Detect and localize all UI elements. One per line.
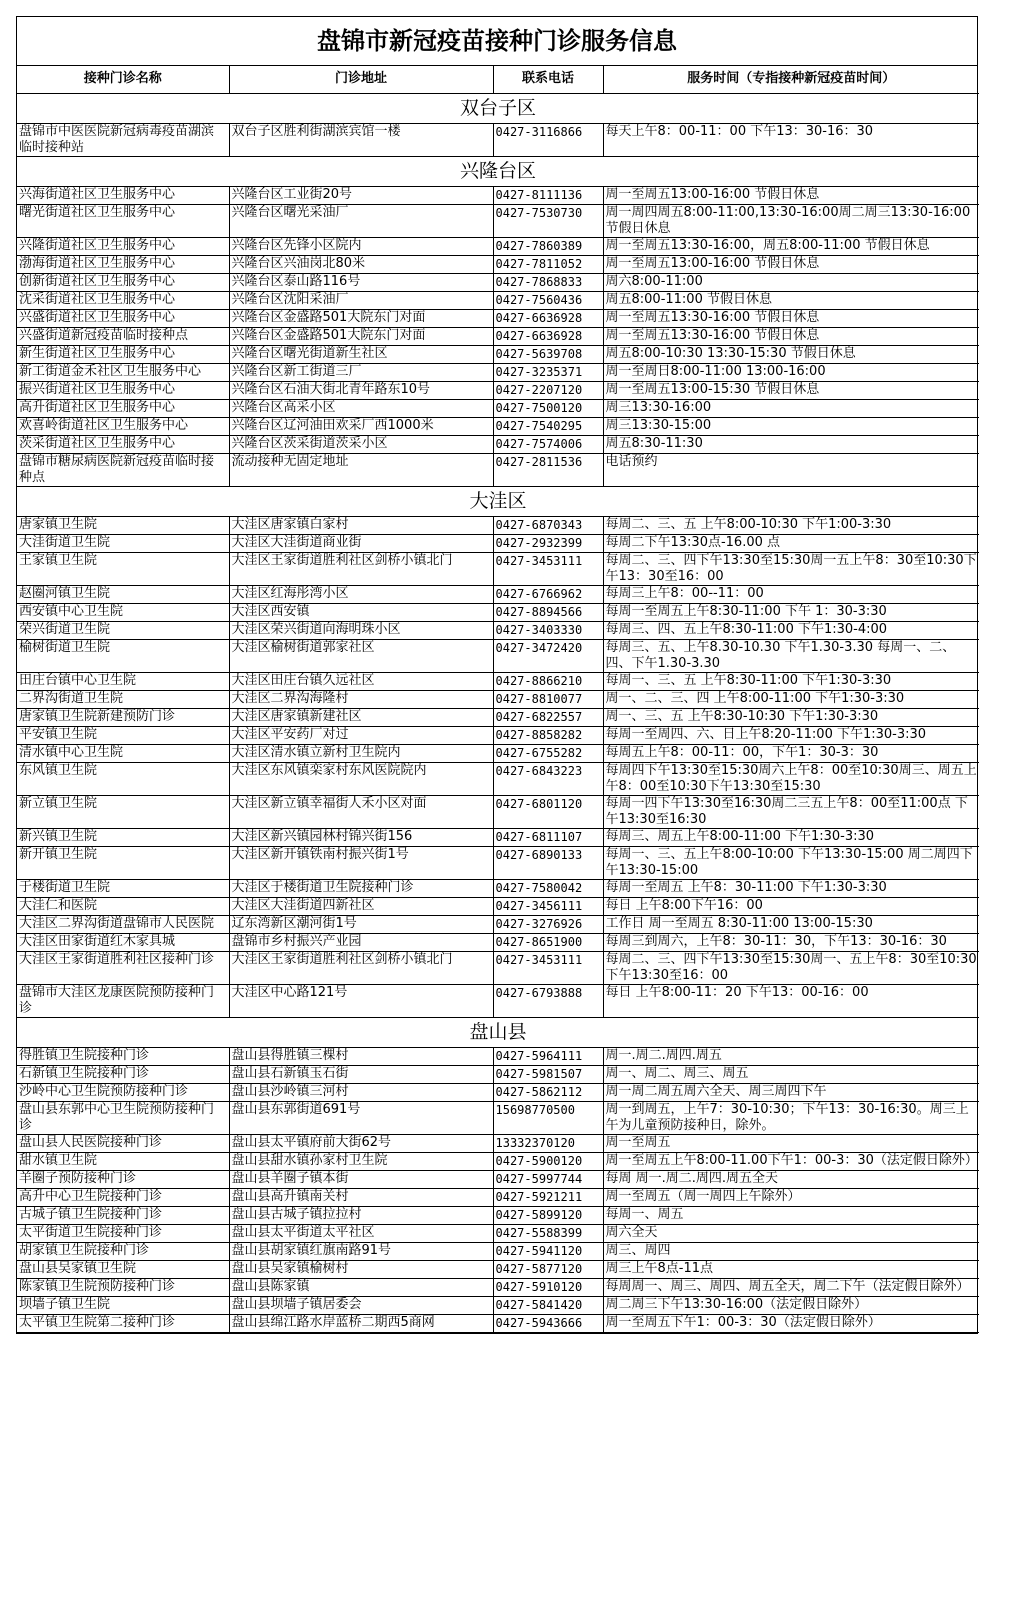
address-cell: 兴隆台区金盛路501大院东门对面: [229, 327, 493, 345]
clinic-name-cell: 大洼街道卫生院: [17, 534, 229, 552]
phone-cell: 0427-6801120: [493, 795, 603, 828]
table-row: [17, 516, 979, 534]
service-time-cell: 每周周一、周三、周四、周五全天，周二下午（法定假日除外）: [603, 1278, 979, 1296]
service-time-cell: 每周二、三、四下午13:30至15:30周一、五上午8：30至10:30下午13:30至16：00: [603, 951, 979, 984]
table-row: [17, 123, 979, 156]
service-time-cell: 每周三、四、五上午8:30-11:00 下午1:30-4:00: [603, 621, 979, 639]
clinic-name-cell: 西安镇中心卫生院: [17, 603, 229, 621]
service-time-cell: 每周一、三、五上午8:00-10:00 下午13:30-15:00 周二周四下午13:30-15:00: [603, 846, 979, 879]
clinic-name-cell: 盘锦市糖尿病医院新冠疫苗临时接种点: [17, 453, 229, 486]
service-time-cell: 每周 周一.周二.周四.周五全天: [603, 1170, 979, 1188]
clinic-name-cell: 唐家镇卫生院: [17, 516, 229, 534]
clinic-name-cell: 高升街道社区卫生服务中心: [17, 399, 229, 417]
clinic-name-cell: 兴盛街道新冠疫苗临时接种点: [17, 327, 229, 345]
service-time-cell: 每周二、三、五 上午8:00-10:30 下午1:00-3:30: [603, 516, 979, 534]
phone-cell: 15698770500: [493, 1101, 603, 1134]
service-time-cell: 每周三到周六，上午8：30-11：30，下午13：30-16：30: [603, 933, 979, 951]
service-time-cell: 周六8:00-11:00: [603, 273, 979, 291]
clinic-name-cell: 胡家镇卫生院接种门诊: [17, 1242, 229, 1260]
region-header-row: [17, 93, 979, 123]
address-cell: 兴隆台区先锋小区院内: [229, 237, 493, 255]
clinic-name-cell: 王家镇卫生院: [17, 552, 229, 585]
service-time-cell: 周三上午8点-11点: [603, 1260, 979, 1278]
address-cell: 辽东湾新区潮河街1号: [229, 915, 493, 933]
region-header-row: [17, 1017, 979, 1047]
clinic-name-cell: 大洼区王家街道胜利社区接种门诊: [17, 951, 229, 984]
address-cell: 大洼区二界沟海隆村: [229, 690, 493, 708]
service-time-cell: 周一、周二、周三、周五: [603, 1065, 979, 1083]
phone-cell: 0427-5899120: [493, 1206, 603, 1224]
address-cell: 兴隆台区金盛路501大院东门对面: [229, 309, 493, 327]
clinic-name-cell: 渤海街道社区卫生服务中心: [17, 255, 229, 273]
phone-cell: 0427-2207120: [493, 381, 603, 399]
phone-cell: 0427-6755282: [493, 744, 603, 762]
phone-cell: 0427-5862112: [493, 1083, 603, 1101]
table-row: [17, 381, 979, 399]
schedule-sheet: [16, 16, 978, 1334]
address-cell: 兴隆台区曙光街道新生社区: [229, 345, 493, 363]
clinic-name-cell: 清水镇中心卫生院: [17, 744, 229, 762]
service-time-cell: 周一至周五13:00-16:00 节假日休息: [603, 255, 979, 273]
address-cell: 盘山县古城子镇拉拉村: [229, 1206, 493, 1224]
clinic-name-cell: 盘锦市中医医院新冠病毒疫苗湖滨临时接种站: [17, 123, 229, 156]
table-row: [17, 1242, 979, 1260]
phone-cell: 0427-8894566: [493, 603, 603, 621]
address-cell: 流动接种无固定地址: [229, 453, 493, 486]
service-time-cell: 每周一至周五 上午8：30-11:00 下午1:30-3:30: [603, 879, 979, 897]
address-cell: 大洼区荣兴街道向海明珠小区: [229, 621, 493, 639]
clinic-name-cell: 羊圈子预防接种门诊: [17, 1170, 229, 1188]
phone-cell: 0427-6811107: [493, 828, 603, 846]
region-name: 大洼区: [17, 486, 979, 516]
clinic-name-cell: 甜水镇卫生院: [17, 1152, 229, 1170]
phone-cell: 0427-7580042: [493, 879, 603, 897]
phone-cell: 0427-7574006: [493, 435, 603, 453]
address-cell: 大洼区唐家镇白家村: [229, 516, 493, 534]
table-row: [17, 186, 979, 204]
address-cell: 兴隆台区泰山路116号: [229, 273, 493, 291]
phone-cell: 0427-7860389: [493, 237, 603, 255]
address-cell: 盘山县得胜镇三棵村: [229, 1047, 493, 1065]
address-cell: 大洼区红海彤湾小区: [229, 585, 493, 603]
table-row: [17, 984, 979, 1017]
clinic-name-cell: 欢喜岭街道社区卫生服务中心: [17, 417, 229, 435]
table-row: [17, 1260, 979, 1278]
table-row: [17, 585, 979, 603]
service-time-cell: 周二周三下午13:30-16:00（法定假日除外）: [603, 1296, 979, 1314]
service-time-cell: 周一.周二.周四.周五: [603, 1047, 979, 1065]
service-time-cell: 每周四下午13:30至15:30周六上午8：00至10:30周三、周五上午8：00至10:30下午13:30至15:30: [603, 762, 979, 795]
table-row: [17, 291, 979, 309]
clinic-name-cell: 盘山县吴家镇卫生院: [17, 1260, 229, 1278]
address-cell: 盘山县坝墙子镇居委会: [229, 1296, 493, 1314]
clinic-name-cell: 振兴街道社区卫生服务中心: [17, 381, 229, 399]
phone-cell: 0427-5588399: [493, 1224, 603, 1242]
header-clinic-name: 接种门诊名称: [17, 66, 229, 93]
phone-cell: 0427-3472420: [493, 639, 603, 672]
address-cell: 兴隆台区沈阳采油厂: [229, 291, 493, 309]
phone-cell: 0427-6843223: [493, 762, 603, 795]
clinic-name-cell: 曙光街道社区卫生服务中心: [17, 204, 229, 237]
phone-cell: 0427-2932399: [493, 534, 603, 552]
page-title: 盘锦市新冠疫苗接种门诊服务信息: [17, 17, 977, 66]
service-time-cell: 每日 上午8:00下午16：00: [603, 897, 979, 915]
clinic-name-cell: 新工街道金禾社区卫生服务中心: [17, 363, 229, 381]
clinic-name-cell: 太平街道卫生院接种门诊: [17, 1224, 229, 1242]
table-row: [17, 762, 979, 795]
table-row: [17, 327, 979, 345]
table-row: [17, 744, 979, 762]
service-time-cell: 每周一、周五: [603, 1206, 979, 1224]
phone-cell: 0427-8651900: [493, 933, 603, 951]
table-row: [17, 552, 979, 585]
table-row: [17, 897, 979, 915]
clinic-name-cell: 榆树街道卫生院: [17, 639, 229, 672]
address-cell: 盘山县高升镇南关村: [229, 1188, 493, 1206]
phone-cell: 0427-7530730: [493, 204, 603, 237]
service-time-cell: 周三、周四: [603, 1242, 979, 1260]
clinic-name-cell: 得胜镇卫生院接种门诊: [17, 1047, 229, 1065]
phone-cell: 0427-6822557: [493, 708, 603, 726]
phone-cell: 0427-8866210: [493, 672, 603, 690]
address-cell: 盘锦市乡村振兴产业园: [229, 933, 493, 951]
service-time-cell: 周一到周五，上午7：30-10:30；下午13：30-16:30。周三上午为儿童预防接种日，除外。: [603, 1101, 979, 1134]
address-cell: 盘山县陈家镇: [229, 1278, 493, 1296]
table-row: [17, 1065, 979, 1083]
region-name: 盘山县: [17, 1017, 979, 1047]
clinic-name-cell: 新立镇卫生院: [17, 795, 229, 828]
service-time-cell: 周一至周五13:30-16:00，周五8:00-11:00 节假日休息: [603, 237, 979, 255]
address-cell: 盘山县绵江路水岸蓝桥二期西5商网: [229, 1314, 493, 1332]
table-row: [17, 879, 979, 897]
address-cell: 大洼区中心路121号: [229, 984, 493, 1017]
phone-cell: 0427-3453111: [493, 552, 603, 585]
clinic-name-cell: 盘山县东郭中心卫生院预防接种门诊: [17, 1101, 229, 1134]
service-time-cell: 周一至周五上午8:00-11.00下午1：00-3：30（法定假日除外）: [603, 1152, 979, 1170]
phone-cell: 0427-3456111: [493, 897, 603, 915]
address-cell: 大洼区王家街道胜利社区剑桥小镇北门: [229, 552, 493, 585]
table-row: [17, 273, 979, 291]
clinic-name-cell: 沈采街道社区卫生服务中心: [17, 291, 229, 309]
service-time-cell: 每周一、三、五 上午8:30-11:00 下午1:30-3:30: [603, 672, 979, 690]
table-row: [17, 951, 979, 984]
clinic-name-cell: 兴隆街道社区卫生服务中心: [17, 237, 229, 255]
service-time-cell: 周一周四周五8:00-11:00,13:30-16:00周二周三13:30-16:00 节假日休息: [603, 204, 979, 237]
clinic-name-cell: 新生街道社区卫生服务中心: [17, 345, 229, 363]
phone-cell: 0427-3453111: [493, 951, 603, 984]
table-row: [17, 1224, 979, 1242]
phone-cell: 0427-5941120: [493, 1242, 603, 1260]
service-time-cell: 周五8:00-10:30 13:30-15:30 节假日休息: [603, 345, 979, 363]
address-cell: 大洼区东风镇栾家村东风医院院内: [229, 762, 493, 795]
phone-cell: 0427-7868833: [493, 273, 603, 291]
clinic-name-cell: 太平镇卫生院第二接种门诊: [17, 1314, 229, 1332]
service-time-cell: 周一周二周五周六全天、周三周四下午: [603, 1083, 979, 1101]
service-time-cell: 每周一至周五上午8:30-11:00 下午 1：30-3:30: [603, 603, 979, 621]
table-row: [17, 915, 979, 933]
address-cell: 大洼区榆树街道郭家社区: [229, 639, 493, 672]
service-time-cell: 周一至周五13:00-16:00 节假日休息: [603, 186, 979, 204]
clinic-name-cell: 唐家镇卫生院新建预防门诊: [17, 708, 229, 726]
table-row: [17, 933, 979, 951]
table-row: [17, 363, 979, 381]
phone-cell: 0427-5964111: [493, 1047, 603, 1065]
clinic-name-cell: 创新街道社区卫生服务中心: [17, 273, 229, 291]
phone-cell: 0427-6636928: [493, 327, 603, 345]
address-cell: 大洼区清水镇立新村卫生院内: [229, 744, 493, 762]
phone-cell: 0427-5877120: [493, 1260, 603, 1278]
service-time-cell: 周一至周五13:30-16:00 节假日休息: [603, 309, 979, 327]
table-row: [17, 1170, 979, 1188]
address-cell: 大洼区田庄台镇久远社区: [229, 672, 493, 690]
address-cell: 兴隆台区兴油岗北80米: [229, 255, 493, 273]
clinic-table: [17, 66, 979, 1333]
address-cell: 盘山县吴家镇榆树村: [229, 1260, 493, 1278]
phone-cell: 0427-5910120: [493, 1278, 603, 1296]
region-header-row: [17, 156, 979, 186]
service-time-cell: 周五8:00-11:00 节假日休息: [603, 291, 979, 309]
phone-cell: 0427-7560436: [493, 291, 603, 309]
phone-cell: 0427-7811052: [493, 255, 603, 273]
address-cell: 兴隆台区新工街道三厂: [229, 363, 493, 381]
clinic-name-cell: 于楼街道卫生院: [17, 879, 229, 897]
service-time-cell: 每天上午8：00-11：00 下午13：30-16：30: [603, 123, 979, 156]
address-cell: 兴隆台区石油大街北青年路东10号: [229, 381, 493, 399]
table-row: [17, 1296, 979, 1314]
service-time-cell: 每周二、三、四下午13:30至15:30周一五上午8：30至10:30下午13：30至16：00: [603, 552, 979, 585]
service-time-cell: 周一、二、三、四 上午8:00-11:00 下午1:30-3:30: [603, 690, 979, 708]
region-name: 兴隆台区: [17, 156, 979, 186]
clinic-name-cell: 兴海街道社区卫生服务中心: [17, 186, 229, 204]
clinic-name-cell: 坝墙子镇卫生院: [17, 1296, 229, 1314]
service-time-cell: 周一至周五下午1：00-3：30（法定假日除外）: [603, 1314, 979, 1332]
clinic-name-cell: 荣兴街道卫生院: [17, 621, 229, 639]
service-time-cell: 每周三上午8：00--11：00: [603, 585, 979, 603]
table-row: [17, 1188, 979, 1206]
phone-cell: 0427-2811536: [493, 453, 603, 486]
table-row: [17, 237, 979, 255]
table-row: [17, 1047, 979, 1065]
phone-cell: 0427-5997744: [493, 1170, 603, 1188]
phone-cell: 0427-8810077: [493, 690, 603, 708]
table-row: [17, 621, 979, 639]
table-row: [17, 846, 979, 879]
table-row: [17, 255, 979, 273]
phone-cell: 0427-5639708: [493, 345, 603, 363]
service-time-cell: 周一至周五: [603, 1134, 979, 1152]
address-cell: 大洼区于楼街道卫生院接种门诊: [229, 879, 493, 897]
clinic-name-cell: 大洼仁和医院: [17, 897, 229, 915]
phone-cell: 0427-8858282: [493, 726, 603, 744]
phone-cell: 0427-6793888: [493, 984, 603, 1017]
table-row: [17, 708, 979, 726]
table-row: [17, 1134, 979, 1152]
address-cell: 大洼区西安镇: [229, 603, 493, 621]
service-time-cell: 周六全天: [603, 1224, 979, 1242]
clinic-name-cell: 陈家镇卫生院预防接种门诊: [17, 1278, 229, 1296]
table-row: [17, 204, 979, 237]
clinic-name-cell: 盘锦市大洼区龙康医院预防接种门诊: [17, 984, 229, 1017]
clinic-name-cell: 沙岭中心卫生院预防接种门诊: [17, 1083, 229, 1101]
clinic-name-cell: 田庄台镇中心卫生院: [17, 672, 229, 690]
address-cell: 大洼区王家街道胜利社区剑桥小镇北门: [229, 951, 493, 984]
address-cell: 大洼区唐家镇新建社区: [229, 708, 493, 726]
address-cell: 大洼区新开镇铁南村振兴街1号: [229, 846, 493, 879]
table-row: [17, 399, 979, 417]
address-cell: 盘山县石新镇玉石街: [229, 1065, 493, 1083]
phone-cell: 0427-5921211: [493, 1188, 603, 1206]
service-time-cell: 工作日 周一至周五 8:30-11:00 13:00-15:30: [603, 915, 979, 933]
clinic-name-cell: 大洼区二界沟街道盘锦市人民医院: [17, 915, 229, 933]
service-time-cell: 周三13:30-16:00: [603, 399, 979, 417]
service-time-cell: 每周五上午8：00-11：00，下午1：30-3：30: [603, 744, 979, 762]
address-cell: 兴隆台区辽河油田欢采厂西1000米: [229, 417, 493, 435]
table-row: [17, 726, 979, 744]
address-cell: 盘山县羊圈子镇本街: [229, 1170, 493, 1188]
phone-cell: 0427-5841420: [493, 1296, 603, 1314]
service-time-cell: 每周一至周四、六、日上午8:20-11:00 下午1:30-3:30: [603, 726, 979, 744]
table-row: [17, 534, 979, 552]
service-time-cell: 周一至周五（周一周四上午除外）: [603, 1188, 979, 1206]
clinic-name-cell: 古城子镇卫生院接种门诊: [17, 1206, 229, 1224]
address-cell: 盘山县胡家镇红旗南路91号: [229, 1242, 493, 1260]
address-cell: 大洼区平安药厂对过: [229, 726, 493, 744]
clinic-name-cell: 二界沟街道卫生院: [17, 690, 229, 708]
header-address: 门诊地址: [229, 66, 493, 93]
table-row: [17, 1152, 979, 1170]
service-time-cell: 周一、三、五 上午8:30-10:30 下午1:30-3:30: [603, 708, 979, 726]
header-row: [17, 66, 979, 93]
phone-cell: 0427-6766962: [493, 585, 603, 603]
address-cell: 大洼区新兴镇园林村锦兴街156: [229, 828, 493, 846]
service-time-cell: 周三13:30-15:00: [603, 417, 979, 435]
service-time-cell: 每周一四下午13:30至16:30周二三五上午8：00至11:00点 下午13:30至16:30: [603, 795, 979, 828]
address-cell: 盘山县太平街道太平社区: [229, 1224, 493, 1242]
header-service-time: 服务时间（专指接种新冠疫苗时间）: [603, 66, 979, 93]
table-row: [17, 1083, 979, 1101]
service-time-cell: 周五8:30-11:30: [603, 435, 979, 453]
header-phone: 联系电话: [493, 66, 603, 93]
table-row: [17, 309, 979, 327]
address-cell: 大洼区大洼街道四新社区: [229, 897, 493, 915]
service-time-cell: 每周二下午13:30点-16.00 点: [603, 534, 979, 552]
address-cell: 盘山县沙岭镇三河村: [229, 1083, 493, 1101]
phone-cell: 0427-5900120: [493, 1152, 603, 1170]
address-cell: 大洼区大洼街道商业街: [229, 534, 493, 552]
address-cell: 双台子区胜利街湖滨宾馆一楼: [229, 123, 493, 156]
address-cell: 兴隆台区茨采街道茨采小区: [229, 435, 493, 453]
table-row: [17, 1101, 979, 1134]
clinic-name-cell: 石新镇卫生院接种门诊: [17, 1065, 229, 1083]
clinic-name-cell: 新开镇卫生院: [17, 846, 229, 879]
table-row: [17, 603, 979, 621]
phone-cell: 0427-6636928: [493, 309, 603, 327]
table-row: [17, 1278, 979, 1296]
service-time-cell: 周一至周五13:30-16:00 节假日休息: [603, 327, 979, 345]
phone-cell: 0427-3276926: [493, 915, 603, 933]
clinic-name-cell: 赵圈河镇卫生院: [17, 585, 229, 603]
service-time-cell: 每周三、五、上午8.30-10.30 下午1.30-3.30 每周一、二、四、下午1.30-3.30: [603, 639, 979, 672]
address-cell: 盘山县东郭街道691号: [229, 1101, 493, 1134]
phone-cell: 0427-3403330: [493, 621, 603, 639]
region-header-row: [17, 486, 979, 516]
phone-cell: 0427-6870343: [493, 516, 603, 534]
table-row: [17, 345, 979, 363]
clinic-name-cell: 平安镇卫生院: [17, 726, 229, 744]
clinic-name-cell: 兴盛街道社区卫生服务中心: [17, 309, 229, 327]
service-time-cell: 每周三、周五上午8:00-11:00 下午1:30-3:30: [603, 828, 979, 846]
table-row: [17, 453, 979, 486]
service-time-cell: 每日 上午8:00-11：20 下午13：00-16：00: [603, 984, 979, 1017]
phone-cell: 0427-5943666: [493, 1314, 603, 1332]
service-time-cell: 电话预约: [603, 453, 979, 486]
region-name: 双台子区: [17, 93, 979, 123]
phone-cell: 0427-3116866: [493, 123, 603, 156]
address-cell: 大洼区新立镇幸福街人禾小区对面: [229, 795, 493, 828]
clinic-name-cell: 新兴镇卫生院: [17, 828, 229, 846]
phone-cell: 0427-7500120: [493, 399, 603, 417]
clinic-name-cell: 东风镇卫生院: [17, 762, 229, 795]
address-cell: 盘山县太平镇府前大街62号: [229, 1134, 493, 1152]
table-row: [17, 417, 979, 435]
address-cell: 盘山县甜水镇孙家村卫生院: [229, 1152, 493, 1170]
clinic-name-cell: 茨采街道社区卫生服务中心: [17, 435, 229, 453]
service-time-cell: 周一至周五13:00-15:30 节假日休息: [603, 381, 979, 399]
clinic-name-cell: 高升中心卫生院接种门诊: [17, 1188, 229, 1206]
phone-cell: 0427-7540295: [493, 417, 603, 435]
address-cell: 兴隆台区高采小区: [229, 399, 493, 417]
table-row: [17, 828, 979, 846]
phone-cell: 0427-6890133: [493, 846, 603, 879]
address-cell: 兴隆台区曙光采油厂: [229, 204, 493, 237]
address-cell: 兴隆台区工业街20号: [229, 186, 493, 204]
table-row: [17, 1206, 979, 1224]
phone-cell: 13332370120: [493, 1134, 603, 1152]
table-row: [17, 672, 979, 690]
clinic-name-cell: 盘山县人民医院接种门诊: [17, 1134, 229, 1152]
phone-cell: 0427-8111136: [493, 186, 603, 204]
table-row: [17, 795, 979, 828]
table-row: [17, 690, 979, 708]
service-time-cell: 周一至周日8:00-11:00 13:00-16:00: [603, 363, 979, 381]
table-row: [17, 639, 979, 672]
clinic-name-cell: 大洼区田家街道红木家具城: [17, 933, 229, 951]
phone-cell: 0427-3235371: [493, 363, 603, 381]
table-row: [17, 435, 979, 453]
phone-cell: 0427-5981507: [493, 1065, 603, 1083]
table-row: [17, 1314, 979, 1332]
